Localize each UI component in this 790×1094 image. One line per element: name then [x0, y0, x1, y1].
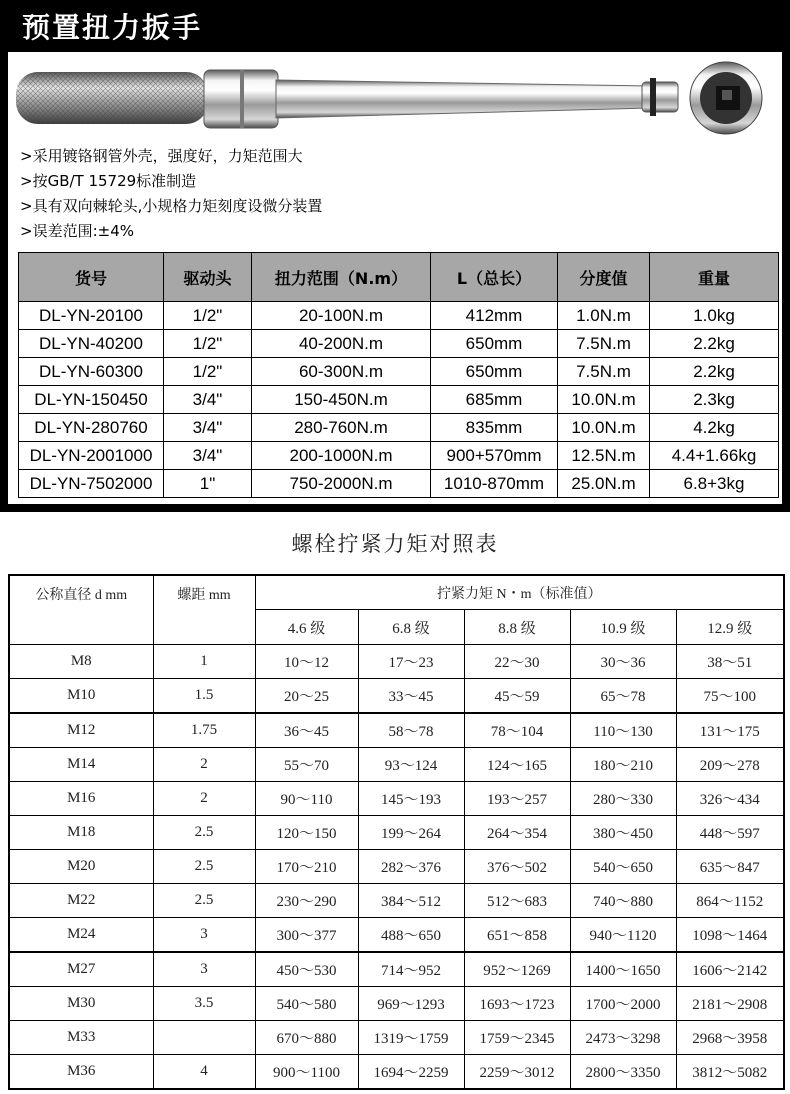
bolt-torque-table [8, 574, 785, 1090]
table-cell: M18 [9, 816, 153, 850]
table-cell: 1693～1723 [464, 987, 570, 1021]
header-diameter: 公称直径 d mm [9, 575, 153, 645]
table-cell: 940～1120 [570, 918, 676, 953]
table-cell: 3 [153, 952, 255, 987]
table-cell: 280～330 [570, 782, 676, 816]
table-cell: 30～36 [570, 645, 676, 679]
table-cell: 3/4" [164, 442, 252, 470]
table-cell: 193～257 [464, 782, 570, 816]
table-cell: DL-YN-150450 [19, 386, 164, 414]
header-pitch: 螺距 mm [153, 575, 255, 645]
table-cell: 145～193 [358, 782, 464, 816]
table-cell: 1606～2142 [676, 952, 784, 987]
table-cell: 4.4+1.66kg [650, 442, 779, 470]
table-cell: 2.5 [153, 850, 255, 884]
feature-item: >具有双向棘轮头,小规格力矩刻度设微分装置 [20, 197, 323, 215]
table-cell: 230～290 [255, 884, 358, 918]
table-cell: 170～210 [255, 850, 358, 884]
table-row [9, 884, 784, 918]
table-row [19, 330, 779, 358]
header-item-no: 货号 [19, 253, 164, 302]
table-cell: 3.5 [153, 987, 255, 1021]
table-cell: 78～104 [464, 713, 570, 748]
table-cell: 3/4" [164, 386, 252, 414]
torque-wrench-image [8, 56, 782, 138]
grade-header: 4.6 级 [255, 610, 358, 645]
title-bar [0, 0, 790, 52]
table-cell: 180～210 [570, 748, 676, 782]
table-cell: DL-YN-20100 [19, 302, 164, 330]
table-row [9, 1055, 784, 1090]
table-cell: 2473～3298 [570, 1021, 676, 1055]
table-cell: 450～530 [255, 952, 358, 987]
table-cell: 20-100N.m [252, 302, 431, 330]
table-cell: 2.2kg [650, 330, 779, 358]
table-cell: 200-1000N.m [252, 442, 431, 470]
table-cell: 300～377 [255, 918, 358, 953]
table-cell: 1759～2345 [464, 1021, 570, 1055]
table-cell: 209～278 [676, 748, 784, 782]
table-cell: 124～165 [464, 748, 570, 782]
table-cell: 900～1100 [255, 1055, 358, 1090]
table-cell: 110～130 [570, 713, 676, 748]
table-cell: DL-YN-7502000 [19, 470, 164, 498]
grade-header: 12.9 级 [676, 610, 784, 645]
header-graduation: 分度值 [558, 253, 650, 302]
table-cell: 7.5N.m [558, 358, 650, 386]
table-cell: 2800～3350 [570, 1055, 676, 1090]
table-row [9, 1021, 784, 1055]
table-cell: M16 [9, 782, 153, 816]
table-cell: 1 [153, 645, 255, 679]
table-cell: 55～70 [255, 748, 358, 782]
table-cell: 1400～1650 [570, 952, 676, 987]
table-cell: 2181～2908 [676, 987, 784, 1021]
table-cell: 2.5 [153, 884, 255, 918]
table-cell: 75～100 [676, 679, 784, 714]
table-cell: 1.0N.m [558, 302, 650, 330]
table-cell: 835mm [431, 414, 558, 442]
table-cell: 1010-870mm [431, 470, 558, 498]
table-cell: 1.75 [153, 713, 255, 748]
table-row [19, 302, 779, 330]
header-length: L（总长） [431, 253, 558, 302]
table-cell: 1694～2259 [358, 1055, 464, 1090]
table-cell: 93～124 [358, 748, 464, 782]
spec-header-row [19, 253, 779, 302]
table-cell: 65～78 [570, 679, 676, 714]
table-cell: M27 [9, 952, 153, 987]
grade-header: 6.8 级 [358, 610, 464, 645]
table-cell: 2259～3012 [464, 1055, 570, 1090]
table-cell: 3/4" [164, 414, 252, 442]
table-cell: 2 [153, 782, 255, 816]
table-cell: 2.2kg [650, 358, 779, 386]
table-cell: DL-YN-280760 [19, 414, 164, 442]
table-cell: 2.3kg [650, 386, 779, 414]
feature-item: >采用镀铬钢管外壳，强度好，力矩范围大 [20, 147, 303, 165]
table-cell: M14 [9, 748, 153, 782]
table-cell: 670～880 [255, 1021, 358, 1055]
table-cell: 12.5N.m [558, 442, 650, 470]
table-row [19, 358, 779, 386]
table-cell: 2.5 [153, 816, 255, 850]
table-cell: 10.0N.m [558, 414, 650, 442]
table-cell: 412mm [431, 302, 558, 330]
table-cell: 376～502 [464, 850, 570, 884]
table-cell: 448～597 [676, 816, 784, 850]
table-row [9, 679, 784, 714]
table-cell: M20 [9, 850, 153, 884]
header-drive: 驱动头 [164, 253, 252, 302]
table-cell: 540～650 [570, 850, 676, 884]
table-cell: 650mm [431, 330, 558, 358]
table-cell: M30 [9, 987, 153, 1021]
table-cell: 2 [153, 748, 255, 782]
feature-item: >按GB/T 15729标准制造 [20, 172, 197, 190]
table-cell: 20～25 [255, 679, 358, 714]
table-cell: 17～23 [358, 645, 464, 679]
table-cell: M8 [9, 645, 153, 679]
grade-header: 8.8 级 [464, 610, 570, 645]
table-cell: 25.0N.m [558, 470, 650, 498]
bolt-chart-title: 螺栓拧紧力矩对照表 [291, 532, 499, 556]
table-cell: 3 [153, 918, 255, 953]
table-cell: 120～150 [255, 816, 358, 850]
table-cell: 750-2000N.m [252, 470, 431, 498]
table-cell: 1700～2000 [570, 987, 676, 1021]
table-cell: 714～952 [358, 952, 464, 987]
table-cell [153, 1021, 255, 1055]
table-cell: 1319～1759 [358, 1021, 464, 1055]
table-cell: 7.5N.m [558, 330, 650, 358]
table-cell: M24 [9, 918, 153, 953]
table-row [9, 816, 784, 850]
table-cell: 22～30 [464, 645, 570, 679]
header-weight: 重量 [650, 253, 779, 302]
table-cell: 38～51 [676, 645, 784, 679]
table-cell: 45～59 [464, 679, 570, 714]
table-cell: 10～12 [255, 645, 358, 679]
table-cell: 2968～3958 [676, 1021, 784, 1055]
table-cell: 58～78 [358, 713, 464, 748]
table-cell: 4 [153, 1055, 255, 1090]
table-cell: 1098～1464 [676, 918, 784, 953]
table-cell: M12 [9, 713, 153, 748]
table-row [9, 782, 784, 816]
table-cell: 6.8+3kg [650, 470, 779, 498]
table-row [19, 442, 779, 470]
table-row [9, 645, 784, 679]
table-row [19, 470, 779, 498]
spec-table [18, 252, 779, 498]
table-cell: 864～1152 [676, 884, 784, 918]
table-cell: 1/2" [164, 330, 252, 358]
table-cell: M10 [9, 679, 153, 714]
table-cell: 635～847 [676, 850, 784, 884]
table-cell: 380～450 [570, 816, 676, 850]
table-cell: DL-YN-2001000 [19, 442, 164, 470]
table-cell: M33 [9, 1021, 153, 1055]
table-cell: 150-450N.m [252, 386, 431, 414]
table-cell: 1/2" [164, 302, 252, 330]
table-row [9, 918, 784, 953]
table-cell: 1.0kg [650, 302, 779, 330]
table-cell: 650mm [431, 358, 558, 386]
table-cell: 60-300N.m [252, 358, 431, 386]
table-cell: 740～880 [570, 884, 676, 918]
table-cell: 1" [164, 470, 252, 498]
table-cell: M22 [9, 884, 153, 918]
table-cell: 512～683 [464, 884, 570, 918]
table-cell: 3812～5082 [676, 1055, 784, 1090]
table-row [9, 952, 784, 987]
table-row [9, 713, 784, 748]
header-torque: 拧紧力矩 N・m（标准值） [255, 575, 784, 610]
table-cell: 33～45 [358, 679, 464, 714]
table-row [19, 414, 779, 442]
table-cell: 685mm [431, 386, 558, 414]
bolt-header-row [9, 575, 784, 610]
table-cell: 131～175 [676, 713, 784, 748]
table-cell: 199～264 [358, 816, 464, 850]
table-cell: DL-YN-60300 [19, 358, 164, 386]
table-cell: 264～354 [464, 816, 570, 850]
feature-item: >误差范围:±4% [20, 222, 134, 240]
grade-header: 10.9 级 [570, 610, 676, 645]
table-cell: 282～376 [358, 850, 464, 884]
table-row [9, 748, 784, 782]
table-row [9, 850, 784, 884]
table-cell: 1/2" [164, 358, 252, 386]
table-cell: 488～650 [358, 918, 464, 953]
table-cell: 1.5 [153, 679, 255, 714]
table-row [19, 386, 779, 414]
table-cell: 651～858 [464, 918, 570, 953]
feature-list [20, 144, 760, 244]
table-cell: 384～512 [358, 884, 464, 918]
table-cell: DL-YN-40200 [19, 330, 164, 358]
header-torque-range: 扭力范围（N.m） [252, 253, 431, 302]
table-cell: M36 [9, 1055, 153, 1090]
table-cell: 326～434 [676, 782, 784, 816]
table-cell: 952～1269 [464, 952, 570, 987]
table-cell: 4.2kg [650, 414, 779, 442]
table-row [9, 987, 784, 1021]
table-cell: 36～45 [255, 713, 358, 748]
table-cell: 40-200N.m [252, 330, 431, 358]
page-title: 预置扭力扳手 [22, 11, 203, 44]
table-cell: 900+570mm [431, 442, 558, 470]
table-cell: 280-760N.m [252, 414, 431, 442]
table-cell: 540～580 [255, 987, 358, 1021]
table-cell: 969～1293 [358, 987, 464, 1021]
table-cell: 10.0N.m [558, 386, 650, 414]
table-cell: 90～110 [255, 782, 358, 816]
